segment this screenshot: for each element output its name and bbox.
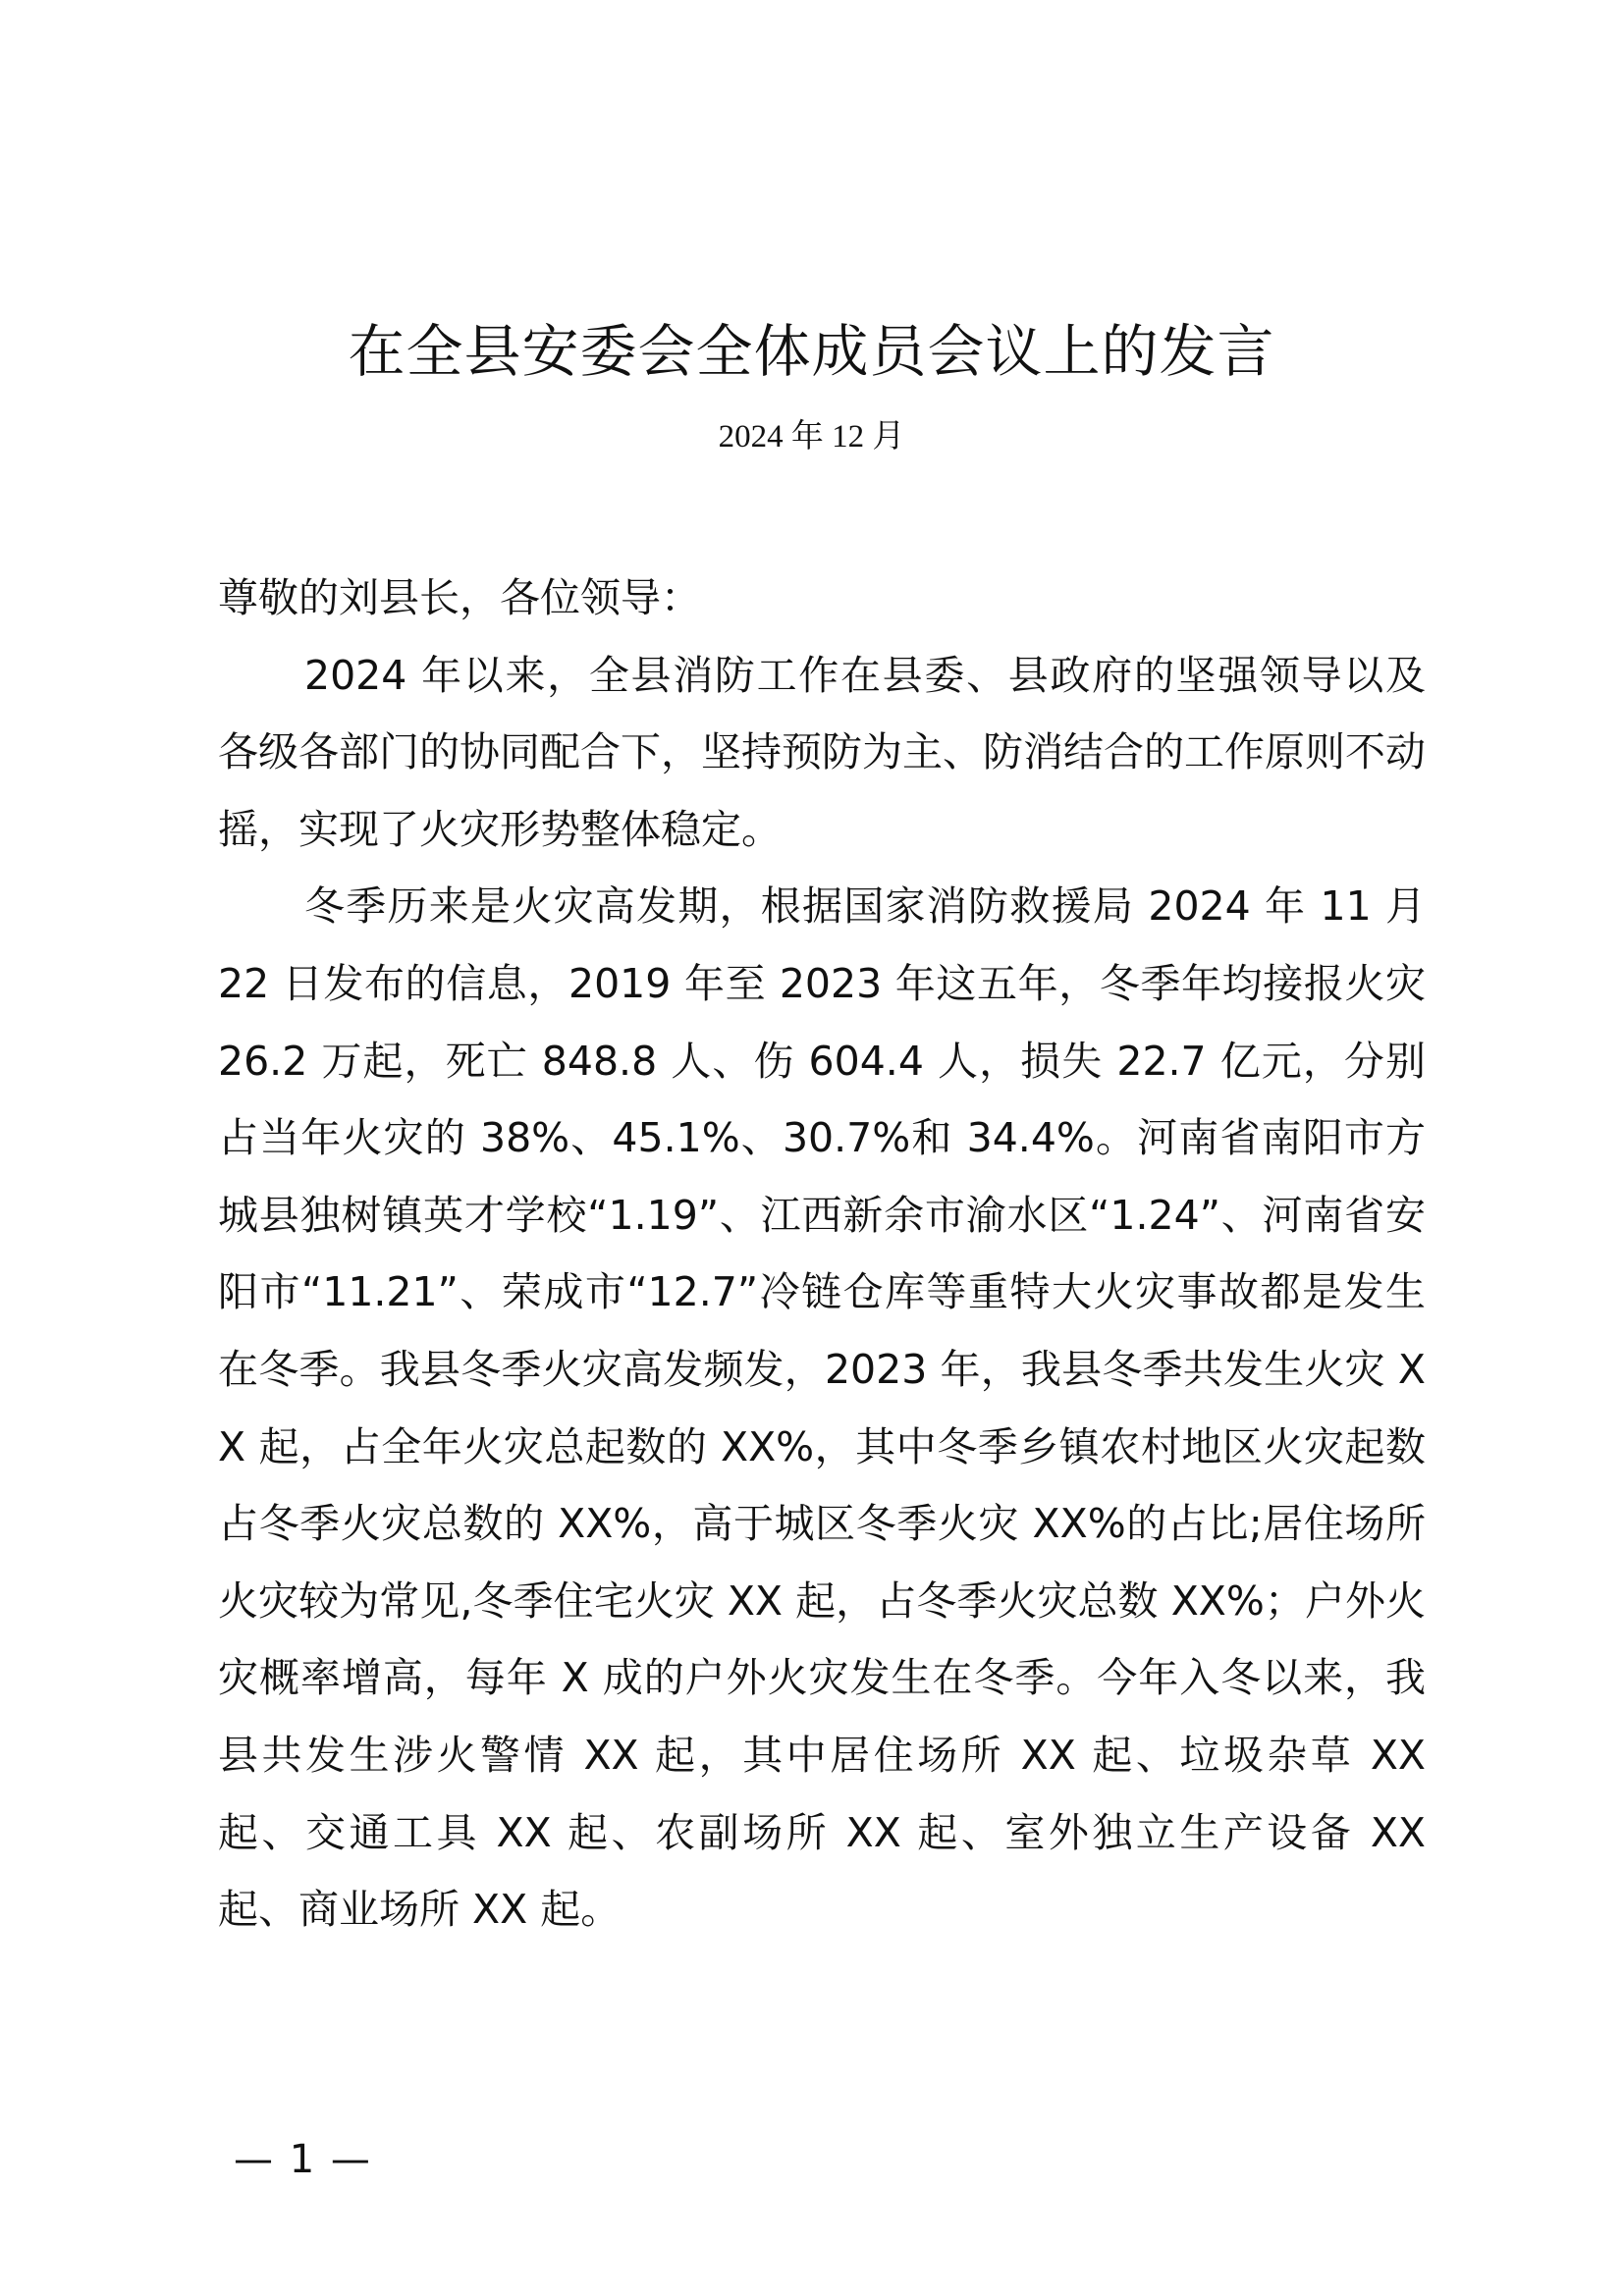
salutation: 尊敬的刘县长，各位领导： <box>218 574 701 621</box>
page-number: — 1 — <box>234 2137 372 2182</box>
paragraph-winter-fire-statistics: 冬季历来是火灾高发期，根据国家消防救援局 2024 年 11 月 22 日发布的信息，2019 年至 2023 年这五年，冬季年均接报火灾 26.2 万起，死亡 848.8 人、伤 604.4 人，损失 22.7 亿元，分别占当年火灾的 38%、45.1%、30.7%和 34.4%。河南省南阳市方城县独树镇英才学校“1.19”、江西新余市渝水区“1.24”、河南省安阳市“11.21”、荣成市“12.7”冷链仓库等重特大火灾事故都是发生在冬季。我县冬季火灾高发频发，2023 年，我县冬季共发生火灾 XX 起，占全年火灾总起数的 XX%，其中冬季乡镇农村地区火灾起数占冬季火灾总数的 XX%，高于城区冬季火灾 XX%的占比;居住场所火灾较为常见,冬季住宅火灾 XX 起，占冬季火灾总数 XX%；户外火灾概率增高，每年 X 成的户外火灾发生在冬季。今年入冬以来，我县共发生涉火警情 XX 起，其中居住场所 XX 起、垃圾杂草 XX 起、交通工具 XX 起、农副场所 XX 起、室外独立生产设备 XX 起、商业场所 XX 起。 <box>218 882 1426 1934</box>
paragraph-intro: 2024 年以来，全县消防工作在县委、县政府的坚强领导以及各级各部门的协同配合下，坚持预防为主、防消结合的工作原则不动摇，实现了火灾形势整体稳定。 <box>218 651 1426 853</box>
document-title: 在全县安委会全体成员会议上的发言 <box>348 318 1275 385</box>
document-body <box>218 560 1426 1949</box>
document-date: 2024 年 12 月 <box>718 419 905 454</box>
